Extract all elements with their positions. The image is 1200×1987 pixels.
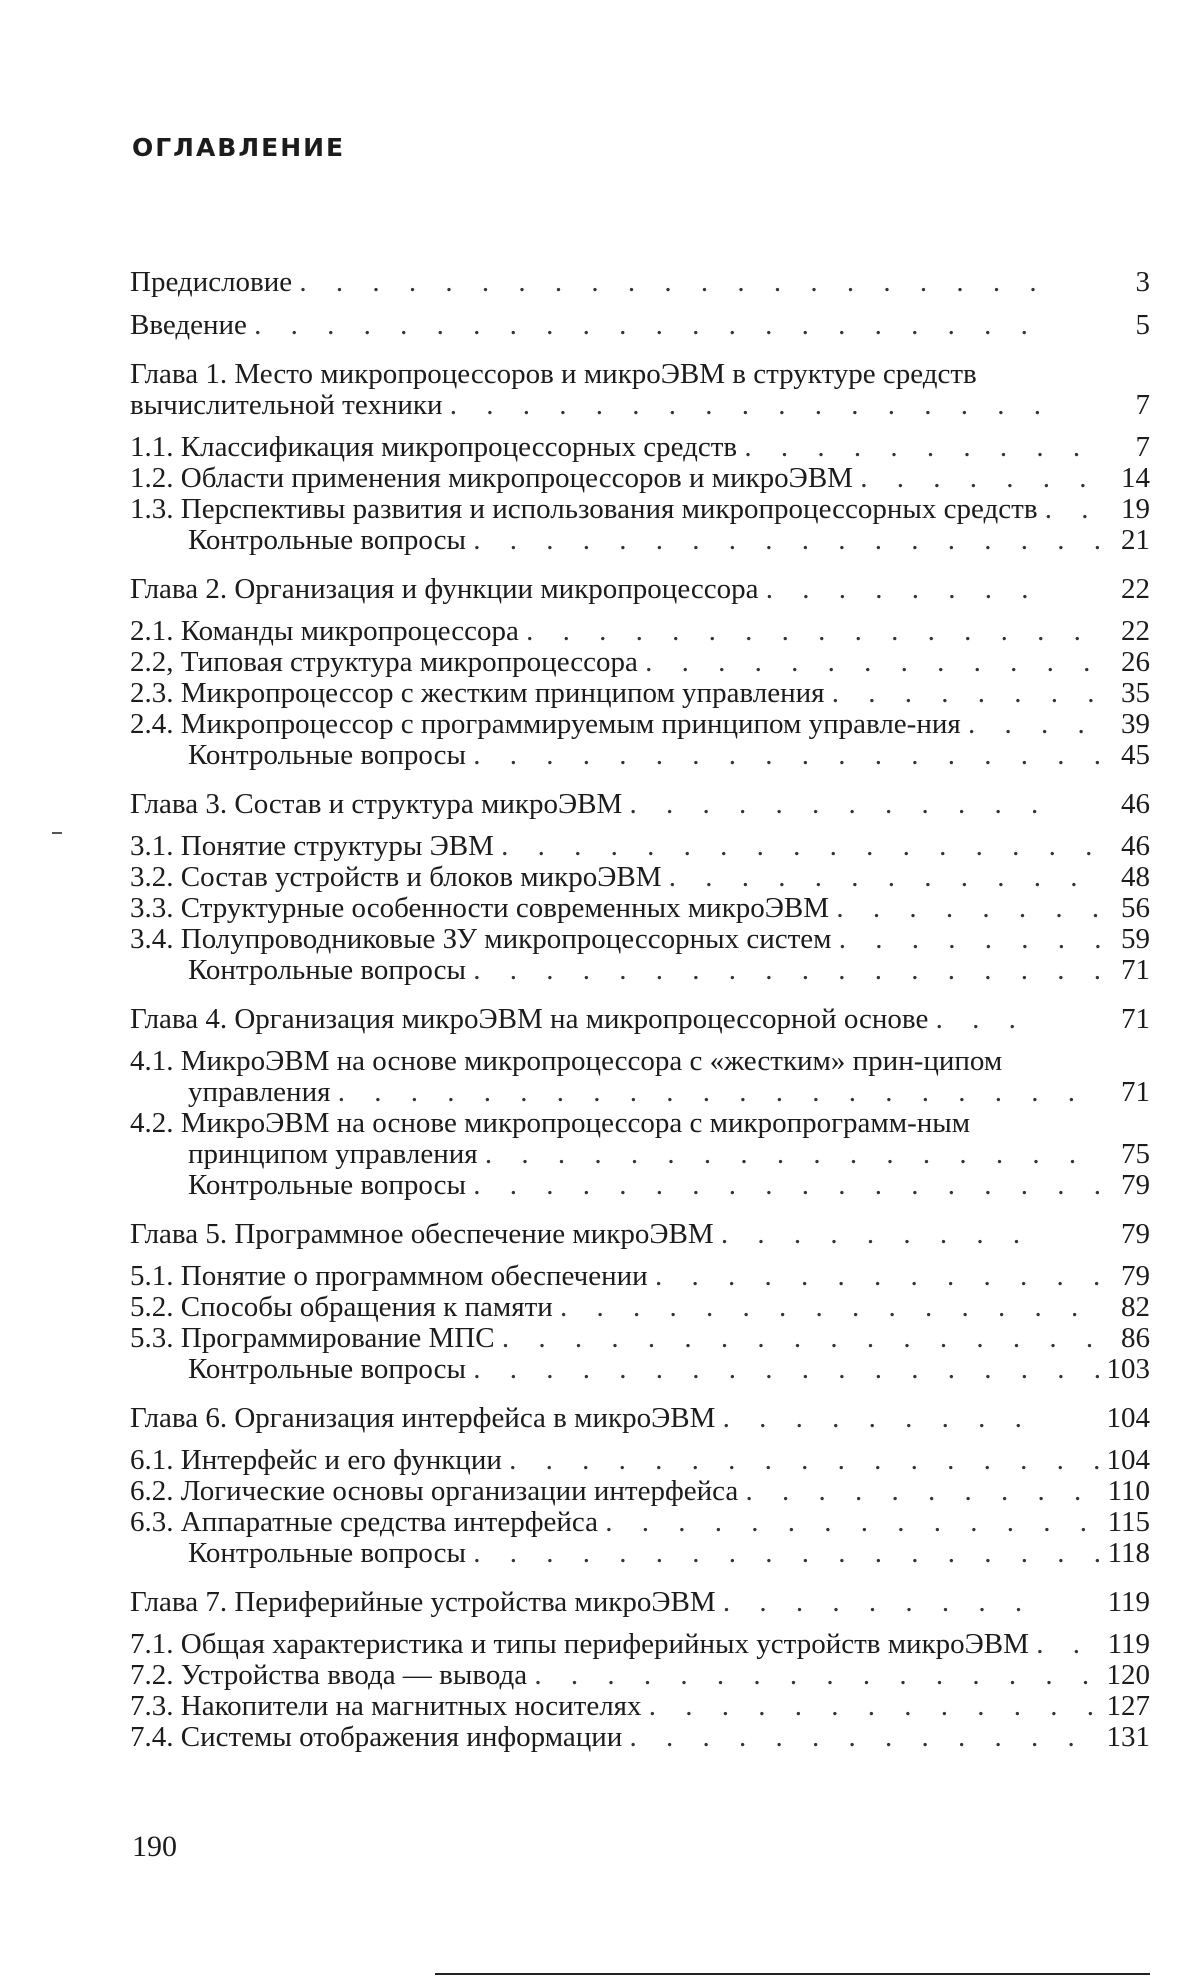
dot-leader: . . . . . . . . . . . . . . <box>605 1506 1098 1538</box>
dot-leader: . . . . . . . . . <box>722 1402 1033 1434</box>
toc-section-entry[interactable] <box>130 1476 1150 1507</box>
toc-entry-text: Контрольные вопросы <box>188 1169 466 1201</box>
toc-page-number: 56 <box>1121 892 1150 924</box>
dot-leader: . . . . . . . . . . . . . . . <box>560 1291 1090 1323</box>
toc-entry-title <box>130 955 1113 986</box>
toc-page-number: 59 <box>1121 923 1150 955</box>
toc-page-number: 26 <box>1121 646 1150 678</box>
toc-entry[interactable] <box>130 310 1150 341</box>
toc-entry-text: 1.2. Области применения микропроцессоров и микроЭВМ <box>130 462 853 494</box>
toc-page-number: 35 <box>1121 677 1150 709</box>
toc-entry-title <box>130 647 1113 678</box>
toc-entry-title <box>130 432 1113 463</box>
toc-entry-text: 7.2. Устройства ввода — вывода <box>130 1659 528 1691</box>
toc-entry-text: 7.1. Общая характеристика и типы периферийных устройств микроЭВМ <box>130 1628 1029 1660</box>
dot-leader: . . . . . . . . . . . . . . . . . . <box>473 1169 1112 1201</box>
dot-leader: . . . . . . . . . . . . . . . . . . . . . . <box>254 309 1039 341</box>
toc-page-number: 110 <box>1107 1475 1150 1507</box>
dot-leader: . . . <box>935 1003 1027 1035</box>
toc-entry-text: Контрольные вопросы <box>188 524 466 556</box>
toc-entry-text: 3.4. Полупроводниковые ЗУ микропроцессорных систем <box>130 923 832 955</box>
toc-entry-title <box>130 740 1113 771</box>
toc-page-number: 79 <box>1121 1218 1150 1250</box>
dot-leader: . . . . . . . . <box>831 677 1106 709</box>
toc-page-number: 48 <box>1121 861 1150 893</box>
toc-section-entry[interactable] <box>130 709 1150 740</box>
dot-leader: . . . . . . . . . . . . . <box>648 1690 1106 1722</box>
dot-leader: . . . . . . . . . . . . . . . . . . <box>473 524 1112 556</box>
toc-entry-text: Контрольные вопросы <box>188 739 466 771</box>
toc-page-number: 119 <box>1107 1586 1150 1618</box>
toc-page-number: 104 <box>1106 1402 1150 1434</box>
bottom-rule <box>871 1973 1150 1975</box>
toc-entry-text: 2.3. Микропроцессор с жестким принципом управления <box>130 677 825 709</box>
toc-entry-text: 3.1. Понятие структуры ЭВМ <box>130 830 494 862</box>
toc-chapter-entry[interactable] <box>130 789 1150 820</box>
bottom-rule <box>435 1973 871 1975</box>
toc-entry-title <box>130 463 1113 494</box>
dot-leader: . . . . . . . . . . . . <box>668 861 1089 893</box>
toc-entry-title <box>130 893 1113 924</box>
toc-chapter-entry[interactable] <box>130 1403 1150 1434</box>
toc-entry-title <box>130 1660 1113 1691</box>
toc-section-entry[interactable] <box>130 1261 1150 1292</box>
toc-entry-title <box>130 1292 1113 1323</box>
toc-page-number: 131 <box>1106 1721 1150 1753</box>
toc-entry-title <box>130 1538 1113 1569</box>
toc-entry-text: 4.2. МикроЭВМ на основе микропроцессора с микропрограмм-ным принципом управления <box>130 1107 978 1170</box>
toc-entry-text: 2.4. Микропроцессор с программируемым принципом управле-ния <box>130 708 961 740</box>
toc-entry-title <box>130 1354 1113 1385</box>
toc-entry-text: Глава 7. Периферийные устройства микроЭВМ <box>130 1586 716 1618</box>
toc-page-number: 22 <box>1121 573 1150 605</box>
toc-entry-text: 6.1. Интерфейс и его функции <box>130 1444 502 1476</box>
toc-chapter-entry[interactable] <box>130 574 1150 605</box>
toc-section-entry[interactable] <box>130 862 1150 893</box>
dot-leader: . . . . . . . . . . . . . . . . . <box>501 830 1104 862</box>
toc-entry-text: Контрольные вопросы <box>188 954 466 986</box>
dot-leader: . . . . . . . . . . <box>744 431 1092 463</box>
toc-entry-text: 2.2, Типовая структура микропроцессора <box>130 646 638 678</box>
toc-chapter-entry[interactable] <box>130 1587 1150 1618</box>
toc-page-number: 21 <box>1121 524 1150 556</box>
toc-entry-text: 7.3. Накопители на магнитных носителях <box>130 1690 642 1722</box>
toc-section-entry[interactable] <box>130 924 1150 955</box>
dot-leader: . . . . . . . . <box>765 573 1040 605</box>
toc-page-number: 3 <box>1135 266 1150 298</box>
toc-entry-text: 5.3. Программирование МПС <box>130 1322 495 1354</box>
toc-questions-entry[interactable] <box>130 955 1150 986</box>
toc-page-number: 7 <box>1135 431 1150 463</box>
toc-section-entry[interactable] <box>130 1629 1150 1660</box>
dot-leader: . . . . . . . . . <box>720 1218 1032 1250</box>
toc-section-entry[interactable] <box>130 647 1150 678</box>
toc-section-entry[interactable] <box>130 831 1150 862</box>
toc-entry-text: Введение <box>130 309 247 341</box>
toc-questions-entry[interactable] <box>130 1538 1150 1569</box>
toc-entry-title <box>130 709 1113 740</box>
toc-section-entry[interactable] <box>130 678 1150 709</box>
toc-section-entry[interactable] <box>130 1292 1150 1323</box>
toc-questions-entry[interactable] <box>130 1170 1150 1201</box>
dot-leader: . . . . . . . . . <box>722 1586 1034 1618</box>
toc-section-entry[interactable] <box>130 616 1150 647</box>
dot-leader: . . . . . . . . <box>838 923 1113 955</box>
toc-entry-title <box>130 1587 1055 1618</box>
toc-page-number: 103 <box>1106 1353 1150 1385</box>
toc-section-entry[interactable] <box>130 1323 1150 1354</box>
toc-section-entry[interactable] <box>130 1445 1150 1476</box>
dot-leader: . . . . . . . <box>860 462 1098 494</box>
toc-page-number: 71 <box>1121 1076 1150 1108</box>
toc-entry-text: Предисловие <box>130 266 293 298</box>
dot-leader: . . <box>1044 493 1100 525</box>
toc-entry-title <box>130 1170 1113 1201</box>
toc-page-number: 104 <box>1106 1444 1150 1476</box>
toc-page-number: 14 <box>1121 462 1150 494</box>
toc-page-number: 46 <box>1121 830 1150 862</box>
toc-entry-title <box>130 525 1113 556</box>
toc-entry-title <box>130 1507 1113 1538</box>
toc-section-entry[interactable] <box>130 1691 1150 1722</box>
toc-page-number: 79 <box>1121 1260 1150 1292</box>
toc-entry-title <box>130 1323 1113 1354</box>
toc-entry-title <box>130 1722 1113 1753</box>
toc-entry[interactable] <box>130 267 1150 298</box>
dot-leader: . . . . . . . . . . . . . . . . <box>526 615 1092 647</box>
toc-entry-title <box>130 678 1113 709</box>
toc-page-number: 46 <box>1121 788 1150 820</box>
toc-entry-text: Контрольные вопросы <box>188 1353 466 1385</box>
toc-page-number: 5 <box>1135 309 1150 341</box>
toc-entry-text: 5.1. Понятие о программном обеспечении <box>130 1260 648 1292</box>
toc-entry-text: 7.4. Системы отображения информации <box>130 1721 623 1753</box>
toc-entry-text: 5.2. Способы обращения к памяти <box>130 1291 553 1323</box>
toc-entry-title <box>130 862 1113 893</box>
toc-page-number: 82 <box>1121 1291 1150 1323</box>
toc-entry-text: 1.1. Классификация микропроцессорных средств <box>130 431 738 463</box>
toc-section-entry[interactable] <box>130 463 1150 494</box>
toc-page-number: 86 <box>1121 1322 1150 1354</box>
dot-leader: . . . . . . . . . . . . . . . . . <box>501 1322 1105 1354</box>
toc-page-number: 127 <box>1106 1690 1150 1722</box>
dot-leader: . . . . . . . . . . <box>745 1475 1093 1507</box>
toc-entry-title <box>130 1476 1113 1507</box>
toc-section-entry[interactable] <box>130 1507 1150 1538</box>
toc-page-number: 71 <box>1121 1003 1150 1035</box>
toc-page-number: 39 <box>1121 708 1150 740</box>
toc-entry-text: Глава 5. Программное обеспечение микроЭВМ <box>130 1218 714 1250</box>
toc-entry-title <box>130 574 1055 605</box>
dot-leader: . . . . . . . . . . . . . . . . <box>534 1659 1101 1691</box>
toc-page-number: 119 <box>1107 1628 1150 1660</box>
toc-entry-title <box>130 494 1113 525</box>
toc-section-entry[interactable] <box>130 494 1150 525</box>
toc-entry-text: Глава 1. Место микропроцессоров и микроЭВМ в структуре средств вычислительной техники <box>130 358 984 421</box>
toc-entry-title <box>130 1403 1055 1434</box>
dot-leader: . . . . . . . . . . . . . . . . . . <box>473 1537 1112 1569</box>
dot-leader: . . <box>1036 1628 1091 1660</box>
dot-leader: . . . . . . . . . . . . . . . . . . <box>473 739 1112 771</box>
toc-page-number: 118 <box>1107 1537 1150 1569</box>
toc-entry-title <box>130 359 1055 421</box>
margin-mark <box>52 832 62 834</box>
dot-leader: . . . . . . . . . . . . . <box>645 646 1102 678</box>
dot-leader: . . . . . . . . . . . . . . . . . <box>509 1444 1112 1476</box>
toc-page-number: 75 <box>1121 1138 1150 1170</box>
toc-entry-title <box>130 1004 1055 1035</box>
toc-entry-title <box>130 1445 1113 1476</box>
dot-leader: . . . . . . . . . . . . . . . . . . <box>473 1353 1112 1385</box>
page-number: 190 <box>132 1830 177 1863</box>
toc-entry-text: Контрольные вопросы <box>188 1537 466 1569</box>
toc-entry-title <box>130 1046 1113 1108</box>
toc-page-number: 120 <box>1106 1659 1150 1691</box>
toc-entry-text: Глава 4. Организация микроЭВМ на микропроцессорной основе <box>130 1003 929 1035</box>
toc-entry-text: 2.1. Команды микропроцессора <box>130 615 519 647</box>
dot-leader: . . . . . . . . . . . . . <box>654 1260 1112 1292</box>
toc-page-number: 7 <box>1135 389 1150 421</box>
toc-section-entry[interactable] <box>130 1046 1150 1108</box>
toc-entry-title <box>130 924 1113 955</box>
toc-section-entry[interactable] <box>130 1660 1150 1691</box>
dot-leader: . . . . . . . . . . . . . . . . . . <box>473 954 1112 986</box>
toc-entry-title <box>130 1261 1113 1292</box>
dot-leader: . . . . . . . . . . . . . . . . . . . . . <box>299 266 1048 298</box>
toc-entry-title <box>130 1691 1113 1722</box>
toc-entry-title <box>130 789 1055 820</box>
toc-entry-text: Глава 3. Состав и структура микроЭВМ <box>130 788 623 820</box>
toc-questions-entry[interactable] <box>130 525 1150 556</box>
toc-entry-title <box>130 1629 1113 1660</box>
dot-leader: . . . . . . . . . . . . . . . . . <box>484 1138 1088 1170</box>
toc-page-number: 22 <box>1121 615 1150 647</box>
toc-chapter-entry[interactable] <box>130 1219 1150 1250</box>
toc-entry-text: 3.3. Структурные особенности современных микроЭВМ <box>130 892 830 924</box>
dot-leader: . . . . . . . . . . . . . <box>629 1721 1086 1753</box>
table-of-contents <box>130 255 1150 1753</box>
toc-page-number: 79 <box>1121 1169 1150 1201</box>
toc-questions-entry[interactable] <box>130 740 1150 771</box>
toc-entry-text: 1.3. Перспективы развития и использования микропроцессорных средств <box>130 493 1038 525</box>
toc-entry-title <box>130 267 1055 298</box>
toc-chapter-entry[interactable] <box>130 359 1150 421</box>
dot-leader: . . . . . . . . . . . . . . . . . <box>449 389 1052 421</box>
dot-leader: . . . . . . . . <box>836 892 1111 924</box>
toc-page-number: 19 <box>1121 493 1150 525</box>
toc-page-number: 71 <box>1121 954 1150 986</box>
toc-page-number: 115 <box>1107 1506 1150 1538</box>
toc-entry-title <box>130 616 1113 647</box>
toc-entry-text: 3.2. Состав устройств и блоков микроЭВМ <box>130 861 662 893</box>
toc-entry-title <box>130 1108 1113 1170</box>
toc-entry-text: Глава 6. Организация интерфейса в микроЭВМ <box>130 1402 716 1434</box>
toc-entry-title <box>130 1219 1055 1250</box>
toc-section-entry[interactable] <box>130 1722 1150 1753</box>
toc-entry-text: Глава 2. Организация и функции микропроцессора <box>130 573 759 605</box>
toc-entry-text: 6.3. Аппаратные средства интерфейса <box>130 1506 598 1538</box>
dot-leader: . . . . <box>967 708 1096 740</box>
page-title: ОГЛАВЛЕНИЕ <box>132 133 346 162</box>
toc-entry-title <box>130 831 1113 862</box>
toc-entry-title <box>130 310 1055 341</box>
dot-leader: . . . . . . . . . . . . . . . . . . . . . <box>337 1076 1086 1108</box>
toc-entry-text: 4.1. МикроЭВМ на основе микропроцессора с «жестким» прин-ципом управления <box>130 1045 1010 1108</box>
toc-section-entry[interactable] <box>130 432 1150 463</box>
toc-questions-entry[interactable] <box>130 1354 1150 1385</box>
toc-chapter-entry[interactable] <box>130 1004 1150 1035</box>
toc-section-entry[interactable] <box>130 1108 1150 1170</box>
dot-leader: . . . . . . . . . . . . <box>629 788 1050 820</box>
toc-entry-text: 6.2. Логические основы организации интерфейса <box>130 1475 739 1507</box>
toc-page-number: 45 <box>1121 739 1150 771</box>
toc-section-entry[interactable] <box>130 893 1150 924</box>
